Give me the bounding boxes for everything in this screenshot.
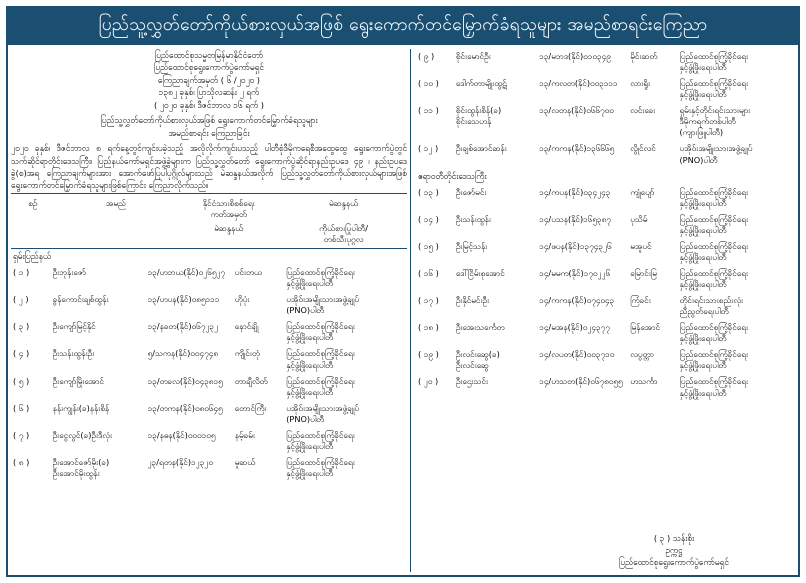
row-party: [677, 49, 795, 76]
table-row: [11, 292, 407, 319]
row-party-line2: နှင့်ဖွံ့ဖြိုးရေးပါတီ: [679, 197, 727, 208]
row-party-line1: တိုင်းရင်းသားစည်းလုံး: [679, 295, 744, 306]
row-party: [677, 293, 795, 320]
row-constituency: ဟိုပုံး: [234, 294, 250, 305]
row-party-line1: ပြည်ထောင်စုကြံ့ခိုင်ရေး: [286, 429, 355, 440]
table-row: [416, 266, 795, 293]
row-number: ( ၆ ): [13, 402, 30, 413]
col-header-name: အမည်: [105, 197, 126, 208]
row-party-line1: ပြည်ထောင်စုကြံ့ခိုင်ရေး: [679, 267, 749, 278]
row-name-line1: နန်းကျွန်း(ခ)နန်းစိန်: [52, 402, 110, 413]
signature-title: ဥက္ကဋ္ဌ: [665, 544, 683, 555]
table-row: [11, 374, 407, 401]
subtitle-line-1: ပြည်သူ့လွှတ်တော်ကိုယ်စားလှယ်အဖြစ် ရွေးကောက်တင်မြှောက်ခံရသူများ: [100, 115, 318, 126]
row-party-line2: နှင့်ဖွံ့ဖြိုးရေးပါတီ: [679, 251, 727, 262]
row-constituency: မြောင်းမြ: [630, 267, 657, 278]
table-row: [11, 265, 407, 292]
right-rows-top: [416, 49, 795, 169]
row-party-line2: နှင့်ဖွံ့ဖြိုးရေးပါတီ: [286, 359, 334, 370]
table-row: [416, 347, 795, 374]
row-nrc: ၁၃/ကလတ(နိုင်)၀၀၃၁၁၁: [539, 78, 618, 89]
row-name: [454, 239, 537, 266]
row-name: [51, 455, 146, 482]
table-row: [11, 401, 407, 428]
row-party-line2: (PNO)ပါတီ: [679, 154, 718, 165]
row-name-line1: ဦးဌေးသင်း: [455, 376, 489, 387]
row-nrc: ၁၃/တကန(နိုင်)၀၈၀၆၄၅: [147, 402, 223, 413]
row-party-line2: ဒီမိုကရက်တစ်ပါတီ: [679, 116, 736, 127]
row-name-line2: စိုင်းသေဟန်: [455, 116, 492, 127]
row-name-line1: ဦးကျော်မြိုးအောင်: [52, 375, 105, 386]
row-party-line2: နှင့်ဖွံ့ဖြိုးရေးပါတီ: [679, 279, 727, 289]
row-name-line1: ဦးဘုန်းဇော်: [52, 267, 87, 278]
table-header-row: [11, 196, 407, 223]
row-number: ( ၁၄ ): [417, 213, 439, 224]
row-number: ( ၂ ): [13, 294, 29, 305]
col-header-party-line1: ကိုယ်စားပြုပါတီ/: [319, 222, 369, 233]
row-name: [51, 374, 146, 401]
announcement-number: ကြေညာချက်အမှတ် ( ၆ /၂၀၂၀ ): [157, 74, 261, 85]
row-constituency: လွိုင်လင်: [630, 143, 656, 154]
row-name-line1: ဦးဇော်မင်း: [455, 186, 487, 197]
row-name: [51, 346, 146, 373]
row-party-line1: ပြည်ထောင်စုကြံ့ခိုင်ရေး: [679, 186, 749, 197]
region-title-right: ဧရာဝတီတိုင်းဒေသကြီး: [417, 170, 487, 181]
row-party-line1: ပြည်ထောင်စုကြံ့ခိုင်ရေး: [286, 321, 355, 332]
row-name-line1: ဦးအောင်ဇော်မိုး(ခ): [52, 456, 110, 467]
col-header-constituency-2: မဲဆန္ဒနယ်: [214, 222, 244, 233]
col-header-nrc-line1: နိုင်ငံသားစိစစ်ရေး: [202, 197, 255, 208]
row-constituency: မူဆယ်: [234, 456, 256, 467]
row-party-line2: ညီညွတ်ရေးပါတီ: [679, 306, 729, 317]
row-name-line1: ဦးနိုင်မင်းဦး: [455, 295, 490, 306]
row-name-line1: ဦးအေးသင်္ကေတ: [455, 322, 505, 333]
issuer-commission: ပြည်ထောင်စုရွေးကောက်ပွဲကော်မရှင်: [154, 62, 264, 73]
subheader-row: [11, 221, 407, 248]
row-party-line3: (ကျားဖြူပါတီ): [679, 127, 724, 138]
row-nrc: ၁၄/ကကန(နိုင်)၀၇၄၀၄၃: [539, 295, 615, 306]
row-name-line1: စိုင်းမောင်ဦး: [455, 51, 491, 61]
intro-paragraph: ၂၀၂၀ ခုနှစ်၊ ဒီဇင်ဘာလ ၈ ရက်နေ့တွင်ကျင်းပခဲ့သည့် အလိုလိုက်ကျင်းပသည့် ပါတီစုံဒီမိုကရေစီအထွေထွေ ရွေးကောက်ပွဲတွင် သက်ဆိုင်ရာတိုင်းဒေသကြီး၊ ပြည်နယ်ကော်မရှင်အဖွဲ့ခွဲများက ပြည်သူ့လွှတ်တော် ရွေးကောက်ပွဲဆိုင်ရာနည်းဥပဒေ ၄၉ ၊ နည်းဥပဒေခွဲ(စ)အရ ကြေညာချက်များအား အောက်ဖော်ပြပါပုဂ္ဂိုလ်များသည် မဲဆန္ဒနယ်အလိုက် ပြည်သူ့လွှတ်တော်ကိုယ်စားလှယ်များအဖြစ် ရွေးကောက်တင်မြှောက်ခံရသူများဖြစ်ကြောင်း ကြေညာလိုက်သည်။: [11, 143, 407, 191]
row-name: [454, 374, 537, 401]
row-nrc: ၂၃/ရတန(နိုင်)၁၂၃၂၀: [147, 456, 213, 467]
col-header-party: [280, 221, 407, 248]
table-row: [416, 49, 795, 76]
table-row: [11, 319, 407, 346]
row-constituency: မိုင်းဆတ်: [630, 51, 658, 61]
row-name-line2: ဦးလင်းဆွေ: [455, 360, 489, 371]
row-constituency: တောင်ကြီး: [234, 402, 267, 413]
col-header-constituency: မဲဆန္ဒနယ်: [329, 197, 359, 208]
row-constituency: မြန်အောင်: [630, 322, 661, 333]
row-number: ( ၁၅ ): [417, 240, 439, 251]
signature-name: ( ၃ ) သန်းစိုး: [653, 532, 695, 543]
row-constituency: လင်းခေး: [630, 105, 656, 116]
row-party: [677, 239, 795, 266]
table-row: [416, 103, 795, 141]
row-party: [284, 428, 407, 455]
row-party-line2: (PNO)ပါတီ: [286, 305, 325, 316]
row-name-line1: ဦးသန်းထွန်းဦး: [52, 348, 95, 359]
row-nrc: ၁၄/လပတ(နိုင်)၀၀၃၇၁၀: [539, 349, 615, 360]
row-party-line1: ပြည်ထောင်စုကြံ့ခိုင်ရေး: [679, 322, 749, 333]
row-nrc: ၁၃/နခတ(နိုင်)၀၆၇၂၃၂: [147, 321, 219, 332]
row-name-line1: ဦးလင်းဆွေ(ခ): [455, 349, 500, 360]
row-constituency: ကျိုင်းတုံ: [234, 348, 260, 359]
row-number: ( ၃ ): [13, 321, 30, 332]
row-party-line1: ပြည်ထောင်စုကြံ့ခိုင်ရေး: [286, 375, 355, 386]
row-constituency: ကြံခင်း: [630, 295, 651, 306]
row-number: ( ၁ ): [13, 267, 30, 278]
table-row: [416, 141, 795, 168]
row-party-line2: နှင့်ဖွံ့ဖြိုးရေးပါတီ: [286, 440, 334, 451]
table-row: [11, 455, 407, 482]
row-name: [454, 76, 537, 103]
row-party-line1: ပြည်ထောင်စုကြံ့ခိုင်ရေး: [679, 240, 749, 251]
row-party: [677, 76, 795, 103]
table-row: [416, 212, 795, 239]
row-name: [454, 141, 537, 168]
row-constituency: ပင်းတယ: [234, 267, 262, 278]
row-number: ( ၁၈ ): [417, 322, 439, 333]
subtitle-line-2: အမည်စာရင်း ကြေညာခြင်း: [168, 127, 250, 138]
table-row: [416, 293, 795, 320]
row-name: [51, 265, 146, 292]
row-nrc: ၁၄/မမက(နိုင်)၁၇၀၂၂၆: [539, 267, 611, 278]
row-name: [454, 320, 537, 347]
spacer-cell: [11, 221, 55, 248]
row-nrc: ၁၃/ကကန(နိုင်)၁၃၆၆၆၅: [539, 143, 615, 154]
row-name-line1: ဦးမြင့်သန်း: [455, 240, 488, 251]
table-row: [11, 428, 407, 455]
row-party: [677, 374, 795, 401]
row-name: [454, 266, 537, 293]
row-nrc: ၁၃/ဟပန(နိုင်)၀၈၅၁၁၁: [147, 294, 220, 305]
row-name: [51, 401, 146, 428]
row-party-line2: နှင့်ဖွံ့ဖြိုးရေးပါတီ: [679, 62, 727, 73]
row-party: [677, 141, 795, 168]
row-party: [284, 319, 407, 346]
left-rows: [11, 265, 407, 482]
row-party: [677, 212, 795, 239]
col-header-party-line2: တစ်သီးပုဂ္ဂလ: [323, 234, 364, 244]
row-name: [454, 49, 537, 76]
row-number: ( ၇ ): [13, 429, 30, 440]
row-nrc: ၁၄/ဟသတ(နိုင်)၀၆၇၈၀၅၅: [539, 376, 623, 387]
row-party-line2: နှင့်ဖွံ့ဖြိုးရေးပါတီ: [679, 89, 727, 100]
row-party-line1: ပအိုဝ်းအမျိုးသားအဖွဲ့ချုပ်: [286, 402, 360, 413]
row-constituency: ဟသင်္ကာ: [630, 376, 658, 387]
row-number: ( ၁၀ ): [417, 78, 439, 89]
row-name-line1: စိုင်းထွန်းစိန်(ခ): [455, 105, 502, 116]
row-party-line2: (PNO)ပါတီ: [286, 413, 325, 424]
row-name: [51, 428, 146, 455]
row-name-line1: ဦးချစ်အောင်ဆန်း: [455, 143, 507, 154]
row-party-line2: နှင့်ဖွံ့ဖြိုးရေးပါတီ: [679, 387, 727, 398]
row-number: ( ၂၀ ): [417, 376, 439, 387]
row-party: [677, 185, 795, 212]
row-constituency: ပုသိမ်: [630, 213, 648, 224]
row-nrc: ၁၃/လတန(နိုင်)၀၆၆၇၀၀: [539, 105, 614, 116]
left-table: [11, 196, 407, 223]
issuer-country: ပြည်ထောင်စုသမ္မတမြန်မာနိုင်ငံတော်: [154, 50, 264, 60]
row-party-line2: နှင့်ဖွံ့ဖြိုးရေးပါတီ: [286, 332, 334, 343]
row-party: [284, 374, 407, 401]
col-header-nrc: [177, 196, 280, 223]
row-party-line1: ပြည်ထောင်စုကြံ့ခိုင်ရေး: [679, 213, 749, 224]
col-header-nrc-line2: ကတ်အမှတ်: [210, 208, 247, 219]
row-constituency: တာချီလိတ်: [234, 375, 268, 386]
right-rows-bottom: [416, 185, 795, 402]
row-party-line2: နှင့်ဖွံ့ဖြိုးရေးပါတီ: [286, 386, 334, 397]
row-party-line1: ပြည်ထောင်စုကြံ့ခိုင်ရေး: [286, 267, 355, 278]
row-party-line2: နှင့်ဖွံ့ဖြိုးရေးပါတီ: [286, 278, 334, 289]
row-party: [677, 266, 795, 293]
row-party-line1: ပြည်ထောင်စုကြံ့ခိုင်ရေး: [679, 78, 749, 89]
row-name-line2: ဦးအောင်မိုးထွန်း: [52, 468, 100, 478]
row-party-line2: နှင့်ဖွံ့ဖြိုးရေးပါတီ: [679, 333, 727, 344]
date-gregorian: ( ၂၀၂၀ ခုနှစ်၊ ဒီဇင်ဘာလ ၁၆ ရက် ): [153, 99, 264, 110]
row-nrc: ၁၄/ပသန(နိုင်)၁၆၅၃၈၇: [539, 213, 611, 224]
row-party: [284, 265, 407, 292]
row-name-line1: ဒေါ်ငြိမ်းစုအောင်: [455, 267, 505, 278]
content-area: [8, 45, 798, 575]
row-number: ( ၁၉ ): [417, 349, 439, 360]
row-party-line2: နှင့်ဖွံ့ဖြိုးရေးပါတီ: [679, 360, 727, 371]
row-number: ( ၁၁ ): [417, 105, 439, 116]
row-name: [454, 103, 537, 141]
issuer-block: [11, 49, 407, 111]
row-party: [284, 401, 407, 428]
row-party-line1: ပြည်ထောင်စုကြံ့ခိုင်ရေး: [679, 51, 749, 61]
table-row: [11, 346, 407, 373]
date-burmese-era: ၁၃၈၂ ခုနှစ်၊ ပြာသိုလဆန်း ၂ ရက်: [158, 87, 260, 98]
row-party-line1: ပြည်ထောင်စုကြံ့ခိုင်ရေး: [679, 349, 749, 360]
announcement-frame: [6, 6, 800, 577]
row-number: ( ၈ ): [13, 456, 30, 467]
row-party-line1: ပြည်ထောင်စုကြံ့ခိုင်ရေး: [679, 376, 749, 387]
row-constituency: နောင်ချို: [234, 321, 259, 332]
row-name: [454, 293, 537, 320]
row-number: ( ၁၃ ): [417, 186, 439, 197]
row-name-line1: ဒေါက်တာမျိုးထွဋ်: [455, 78, 507, 89]
row-constituency: လပွတ္တာ: [630, 349, 654, 360]
row-nrc: ၁၃/တခလ(နိုင်)၀၄၃၈၁၅: [147, 375, 223, 386]
row-nrc: ၁၄/ကပန(နိုင်)၀၃၄၂၄၃: [539, 186, 611, 197]
signature-block: [559, 532, 789, 568]
row-number: ( ၁၇ ): [417, 295, 439, 306]
region-title-left: ရှမ်းပြည်နယ်: [13, 251, 52, 262]
table-row: [416, 374, 795, 401]
row-number: ( ၅ ): [13, 375, 30, 386]
table-row: [416, 239, 795, 266]
col-header-constituency-party: [280, 196, 407, 223]
row-name-line1: ဦးငွေလွင်(ခ)ဦးဒီလုံး: [52, 429, 113, 440]
row-constituency: နမ့်ခမ်း: [234, 429, 255, 440]
row-party-line1: ပြည်ထောင်စုကြံ့ခိုင်ရေး: [286, 456, 355, 467]
spacer-cell-2: [55, 221, 178, 248]
signature-office: ပြည်ထောင်စုရွေးကောက်ပွဲကော်မရှင်: [619, 556, 729, 567]
row-party-line1: ပြည်ထောင်စုကြံ့ခိုင်ရေး: [286, 348, 355, 359]
intro-block: [11, 49, 407, 192]
subtitle-block: [11, 114, 407, 139]
page-title: ပြည်သူ့လွှတ်တော်ကိုယ်စားလှယ်အဖြစ် ရွေးကောက်တင်မြှောက်ခံရသူများ အမည်စာရင်းကြေညာ: [8, 8, 798, 45]
row-name-line1: ဦးသန်းထွန်း: [455, 213, 491, 224]
row-number: ( ၉ ): [417, 51, 435, 61]
row-party-line1: ရှမ်းနှင့်တိုင်းရင်းသားများ: [679, 105, 751, 116]
row-party: [677, 347, 795, 374]
row-nrc: ၁၃/ဟဘယ(နိုင်)၀၂၆၅၂၇: [147, 267, 226, 278]
row-name: [454, 347, 537, 374]
row-name-line1: ဦးကျော်မြင့်နိုင်: [52, 321, 96, 332]
row-name-line1: ခွန်ကောင်းချစ်ထွန်း: [52, 294, 109, 305]
row-party-line2: နှင့်ဖွံ့ဖြိုးရေးပါတီ: [286, 468, 334, 478]
row-number: ( ၄ ): [13, 348, 30, 359]
row-nrc: ၁၃/နဓန(နိုင်)၀၀၀၁၀၅: [147, 429, 216, 440]
row-party-line1: ပအိုဝ်းအမျိုးသားအဖွဲ့ချုပ်: [286, 294, 360, 305]
row-name: [454, 212, 537, 239]
row-party-line1: ပအိုဝ်းအမျိုးသားအဖွဲ့ချုပ်: [679, 143, 753, 154]
row-nrc: ၁၄/မအန(နိုင်)၀၂၄၃၇၇: [539, 322, 610, 333]
row-party-line2: နှင့်ဖွံ့ဖြိုးရေးပါတီ: [679, 224, 727, 235]
row-party: [677, 320, 795, 347]
row-name: [51, 292, 146, 319]
row-number: ( ၁၂ ): [417, 143, 439, 154]
row-constituency: မအူပင်: [630, 240, 652, 251]
row-name: [454, 185, 537, 212]
row-nrc: ၅/သကန(နိုင်)၀၀၄၇၄၈: [147, 348, 219, 359]
row-number: ( ၁၆ ): [417, 267, 439, 278]
row-party: [677, 103, 795, 141]
table-row: [416, 76, 795, 103]
left-table-subheader: [11, 221, 407, 248]
left-column: [11, 49, 411, 572]
row-constituency: လားရှိုး: [630, 78, 651, 89]
row-nrc: ၁၃/မဘဒ(နိုင်)၀၁၀၃၄၉: [539, 51, 611, 61]
table-row: [416, 320, 795, 347]
col-header-no: စဉ်: [28, 197, 38, 208]
row-party: [284, 292, 407, 319]
row-constituency: ကျုံပျော်: [630, 186, 655, 197]
row-nrc: ၁၄/ဖပန(နိုင်)၁၃၇၄၃၂၆: [539, 240, 612, 251]
table-row: [416, 185, 795, 212]
row-party: [284, 346, 407, 373]
header-divider: [11, 193, 407, 194]
row-party: [284, 455, 407, 482]
row-name: [51, 319, 146, 346]
right-column: [411, 49, 795, 572]
